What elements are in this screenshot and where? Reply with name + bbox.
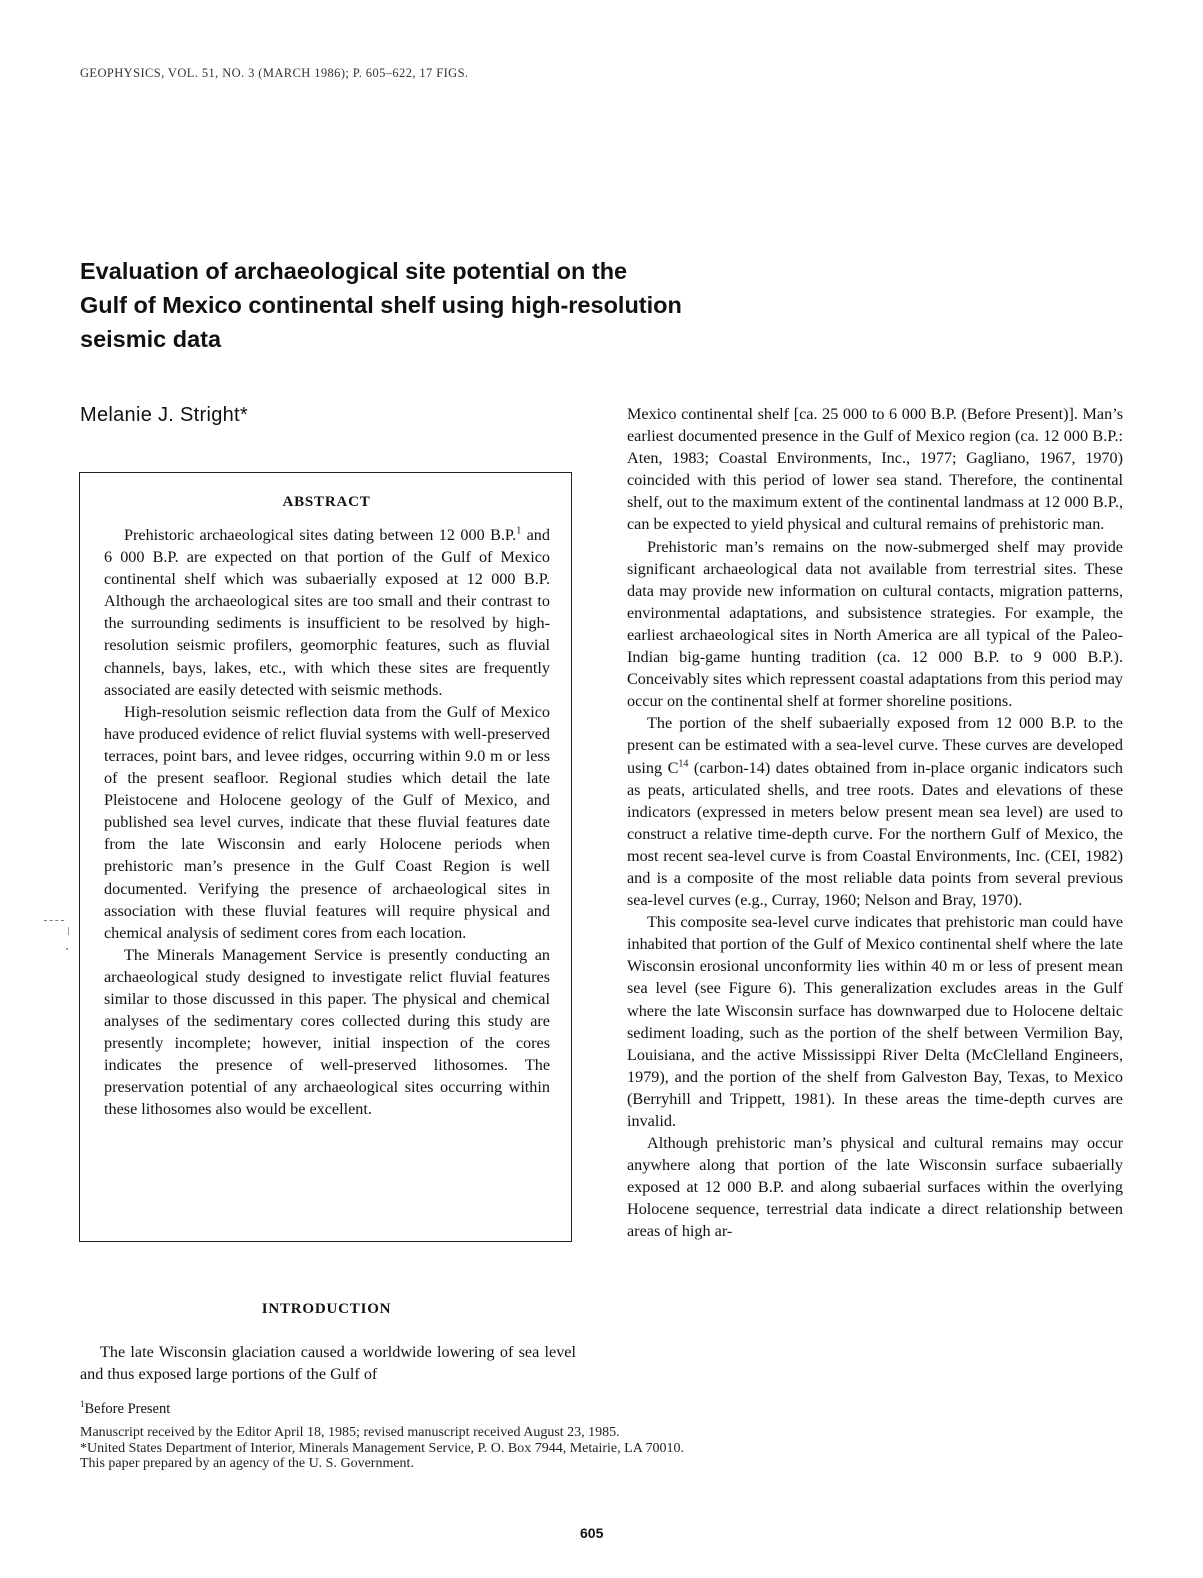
body-paragraph-1: Mexico continental shelf [ca. 25 000 to 6 000 B.P. (Before Present)]. Man’s earliest documented presence in the Gulf of Mexico region (ca. 12 000 B.P.: Aten, 1983; Coastal Environments, Inc., 1977; Gagliano, 1967, 1970) coincided with this period of lower sea stand. Therefore, the continental shelf, out to the maximum extent of the continental landmass at 12 000 B.P., can be expected to yield physical and cultural remains of prehistoric man.: [627, 405, 1123, 534]
received-line-3: This paper prepared by an agency of the U. S. Government.: [80, 1456, 414, 1471]
introduction-heading: INTRODUCTION: [261, 1301, 392, 1317]
manuscript-info: [80, 1425, 684, 1472]
carbon-superscript: 14: [678, 758, 689, 770]
title-line-3: seismic data: [80, 326, 222, 352]
abstract-paragraph-1: Prehistoric archaeological sites dating between 12 000 B.P.$^1$ and 6 000 B.P. are expected on that portion of the Gulf of Mexico continental shelf which was subaerially exposed at 12 000 B.P. Although the archaeological sites are too small and their contrast to the surrounding sediments is insufficient to be resolved by high-resolution seismic profilers, geomorphic features, such as fluvial channels, bays, lakes, etc., with which these sites are frequently associated are easily detected with seismic methods.: [104, 525, 550, 699]
paper-title: [80, 254, 840, 356]
journal-citation: GEOPHYSICS, VOL. 51, NO. 3 (MARCH 1986); P. 605–622, 17 FIGS.: [80, 66, 469, 80]
abstract-body: [104, 524, 550, 1121]
introduction-paragraph-1: The late Wisconsin glaciation caused a worldwide lowering of sea level and thus exposed large portions of the Gulf of: [80, 1343, 576, 1384]
received-line-1: Manuscript received by the Editor April 18, 1985; revised manuscript received August 23, 1985.: [80, 1425, 620, 1440]
abstract-paragraph-3: The Minerals Management Service is presently conducting an archaeological study designed to investigate relict fluvial features similar to those discussed in this paper. The physical and chemical analyses of the sedimentary cores collected during this study are presently incomplete; however, initial inspection of the cores indicates the presence of well-preserved lithosomes. The preservation potential of any archaeological sites occurring within these lithosomes also would be excellent.: [104, 945, 550, 1119]
footnote: $^1$Before Present: [80, 1399, 171, 1417]
body-paragraph-4: This composite sea-level curve indicates that prehistoric man could have inhabited that portion of the Gulf of Mexico continental shelf where the late Wisconsin erosional unconformity lies within 40 m or less of present mean sea level (see Figure 6). This generalization excludes areas in the Gulf where the late Wisconsin surface has downwarped due to Holocene deltaic sediment loading, such as the portion of the shelf between Vermilion Bay, Louisiana, and the active Mississippi River Delta (McClelland Engineers, 1979), and the portion of the shelf from Galveston Bay, Texas, to Mexico (Berryhill and Trippett, 1981). In these areas the time-depth curves are invalid.: [627, 913, 1123, 1130]
scan-mark: [44, 920, 64, 922]
page-number: 605: [580, 1525, 604, 1541]
body-paragraph-5: Although prehistoric man’s physical and cultural remains may occur anywhere along that portion of the late Wisconsin surface subaerially exposed at 12 000 B.P. and along subaerial surfaces within the overlying Holocene sequence, terrestrial data indicate a direct relationship between areas of high ar-: [627, 1134, 1123, 1241]
author-name: Melanie J. Stright*: [80, 404, 248, 426]
title-line-2: Gulf of Mexico continental shelf using high-resolution: [80, 292, 682, 318]
introduction-body: [80, 1341, 576, 1385]
right-column: [627, 403, 1123, 1243]
received-line-2: *United States Department of Interior, Minerals Management Service, P. O. Box 7944, Metairie, LA 70010.: [80, 1440, 685, 1456]
abstract-heading: ABSTRACT: [282, 494, 371, 510]
body-paragraph-3: The portion of the shelf subaerially exposed from 12 000 B.P. to the present can be estimated with a sea-level curve. These curves are developed using $C^{14}$ (carbon-14) dates obtained from in-place organic indicators such as peats, articulated shells, and tree roots. Dates and elevations of these indicators (expressed in meters below present mean sea level) are used to construct a relative time-depth curve. For the northern Gulf of Mexico, the most recent sea-level curve is from Coastal Environments, Inc. (CEI, 1982) and is a composite of the most reliable data points from several previous sea-level curves (e.g., Curray, 1960; Nelson and Bray, 1970).: [627, 714, 1123, 910]
scan-mark: [68, 927, 69, 935]
abstract-paragraph-2: High-resolution seismic reflection data from the Gulf of Mexico have produced evidence of relict fluvial systems with well-preserved terraces, point bars, and levee ridges, occurring within 9.0 m or less of the present seafloor. Regional studies which detail the late Pleistocene and Holocene geology of the Gulf of Mexico, and published sea level curves, indicate that these fluvial features date from the late Wisconsin and early Holocene periods when prehistoric man’s presence in the Gulf Coast Region is well documented. Verifying the presence of archaeological sites in association with these fluvial features will require physical and chemical analysis of sediment cores from each location.: [104, 702, 550, 942]
title-line-1: Evaluation of archaeological site potential on the: [80, 258, 628, 284]
body-paragraph-2: Prehistoric man’s remains on the now-submerged shelf may provide significant archaeological data not available from terrestrial sites. These data may provide new information on cultural contacts, migration patterns, environmental adaptations, and subsistence strategies. For example, the earliest archaeological sites in North America are all typical of the Paleo-Indian big-game hunting tradition (ca. 12 000 B.P. to 9 000 B.P.). Conceivably sites which repressent coastal adaptations from this period may occur on the continental shelf at former shoreline positions.: [627, 537, 1123, 711]
scan-mark: [66, 948, 68, 950]
footnote-marker: 1: [80, 1399, 85, 1410]
footnote-ref: 1: [516, 525, 522, 537]
